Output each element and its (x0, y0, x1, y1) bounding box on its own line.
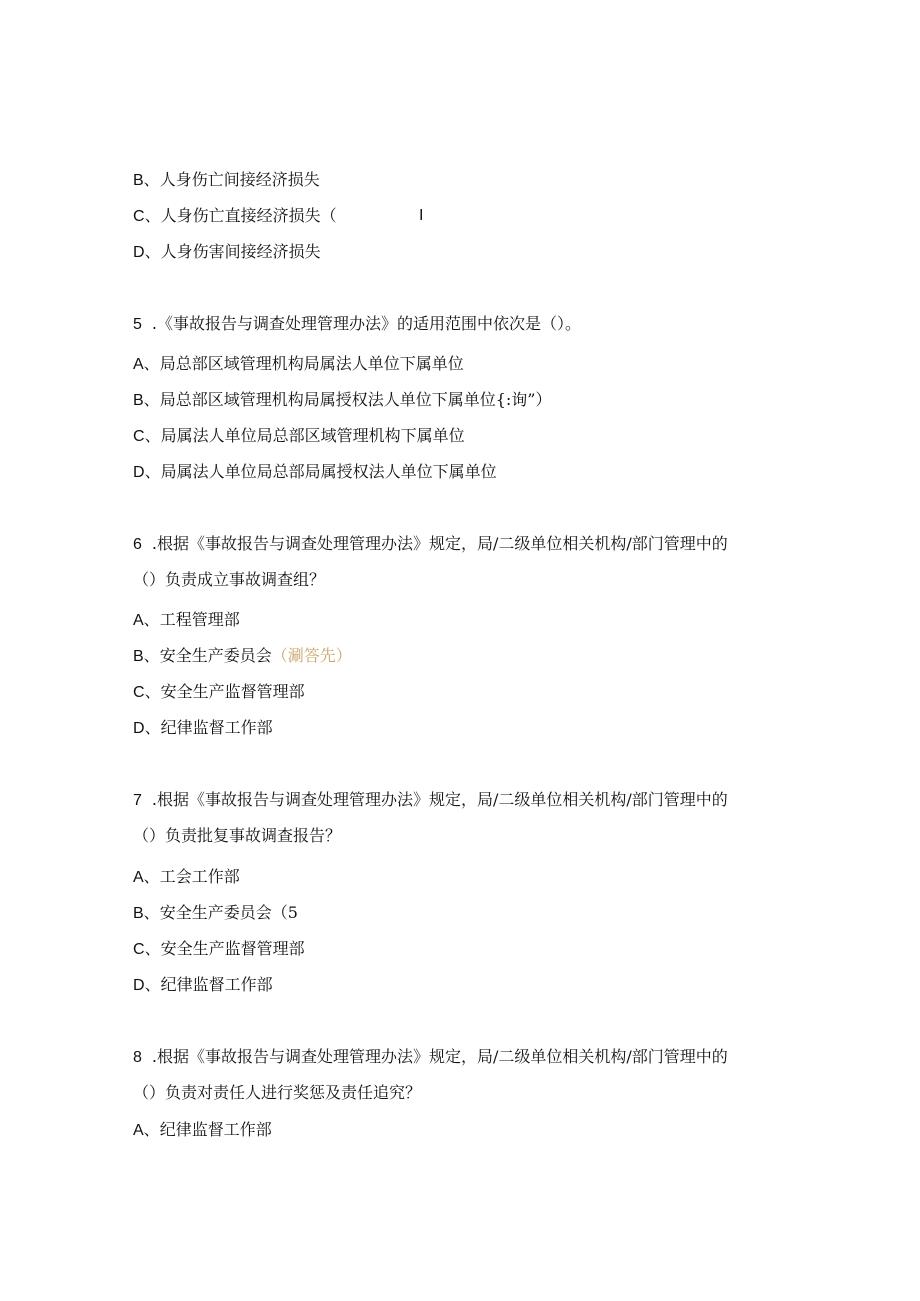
option-letter: B (133, 392, 144, 409)
question-number: 5 (133, 316, 142, 333)
option-c: C、局属法人单位局总部区域管理机构下属单位 (133, 426, 465, 445)
question-text: （）负责批复事故调查报告？ (133, 826, 342, 845)
option-c: C、安全生产监督管理部 (133, 682, 305, 701)
question-5-stem (133, 313, 581, 336)
option-letter: A (133, 1122, 144, 1139)
option-b: B、安全生产委员会（5 (133, 903, 298, 922)
option-text: 局总部区域管理机构局属授权法人单位下属单位 (159, 390, 496, 409)
option-b: B、人身伤亡间接经济损失 (133, 170, 320, 189)
option-c: C、安全生产监督管理部 (133, 939, 305, 958)
option-letter: A (133, 612, 144, 629)
option-a: A、纪律监督工作部 (133, 1120, 272, 1139)
question-7-stem-line2 (133, 825, 341, 847)
question-6-stem-line1 (133, 533, 728, 556)
question-text: （）负责成立事故调查组？ (133, 570, 326, 589)
question-text: .《事故报告与调查处理管理办法》的适用范围中依次是（）。 (151, 314, 581, 333)
option-letter: A (133, 869, 144, 886)
option-text: 安全生产委员会 (159, 646, 272, 665)
option-letter: C (133, 941, 145, 958)
option-text: 工会工作部 (159, 867, 240, 886)
option-text: 人身伤亡间接经济损失 (159, 170, 320, 189)
question-6-stem-line2 (133, 569, 325, 591)
question-7-stem-line1 (133, 789, 728, 812)
option-letter: B (133, 648, 144, 665)
option-text: 局属法人单位局总部局属授权法人单位下属单位 (160, 462, 497, 481)
option-d: D、局属法人单位局总部局属授权法人单位下属单位 (133, 462, 497, 481)
option-text: 纪律监督工作部 (160, 718, 273, 737)
option-d: D、人身伤害间接经济损失 (133, 242, 321, 261)
option-c: C、人身伤亡直接经济损失（ I (133, 206, 424, 225)
option-b: B、安全生产委员会（涮答先） (133, 646, 352, 665)
question-text: .根据《事故报告与调查处理管理办法》规定，局/二级单位相关机构/部门管理中的 (151, 534, 728, 553)
option-text: 局总部区域管理机构局属法人单位下属单位 (159, 354, 464, 373)
option-letter: A (133, 356, 144, 373)
question-text: .根据《事故报告与调查处理管理办法》规定，局/二级单位相关机构/部门管理中的 (151, 790, 728, 809)
question-8-stem-line1 (133, 1046, 728, 1069)
question-8-stem-line2 (133, 1082, 421, 1104)
option-text: 安全生产委员会（5 (159, 903, 298, 922)
question-text: （）负责对责任人进行奖惩及责任追究？ (133, 1083, 422, 1102)
option-a: A、工会工作部 (133, 867, 240, 886)
option-text: 人身伤亡直接经济损失（ (160, 206, 337, 225)
option-text: 安全生产监督管理部 (160, 939, 305, 958)
question-number: 8 (133, 1049, 142, 1066)
option-text: 纪律监督工作部 (160, 975, 273, 994)
answer-note: {:询”） (495, 390, 552, 409)
option-text: 纪律监督工作部 (159, 1120, 272, 1139)
option-a: A、局总部区域管理机构局属法人单位下属单位 (133, 354, 464, 373)
option-text: 工程管理部 (159, 610, 240, 629)
option-letter: B (133, 172, 144, 189)
option-text: 局属法人单位局总部区域管理机构下属单位 (160, 426, 465, 445)
answer-note: （涮答先） (271, 646, 352, 665)
answer-mark: I (419, 207, 424, 224)
option-d: D、纪律监督工作部 (133, 718, 273, 737)
question-number: 7 (133, 792, 142, 809)
option-d: D、纪律监督工作部 (133, 975, 273, 994)
option-letter: D (133, 244, 145, 261)
option-letter: C (133, 684, 145, 701)
option-letter: D (133, 464, 145, 481)
option-text: 人身伤害间接经济损失 (160, 242, 321, 261)
option-letter: C (133, 208, 145, 225)
option-text: 安全生产监督管理部 (160, 682, 305, 701)
question-text: .根据《事故报告与调查处理管理办法》规定，局/二级单位相关机构/部门管理中的 (151, 1047, 728, 1066)
option-b: B、局总部区域管理机构局属授权法人单位下属单位{:询”） (133, 390, 552, 409)
option-letter: B (133, 905, 144, 922)
option-letter: D (133, 977, 145, 994)
option-letter: C (133, 428, 145, 445)
option-a: A、工程管理部 (133, 610, 240, 629)
option-letter: D (133, 720, 145, 737)
question-number: 6 (133, 536, 142, 553)
